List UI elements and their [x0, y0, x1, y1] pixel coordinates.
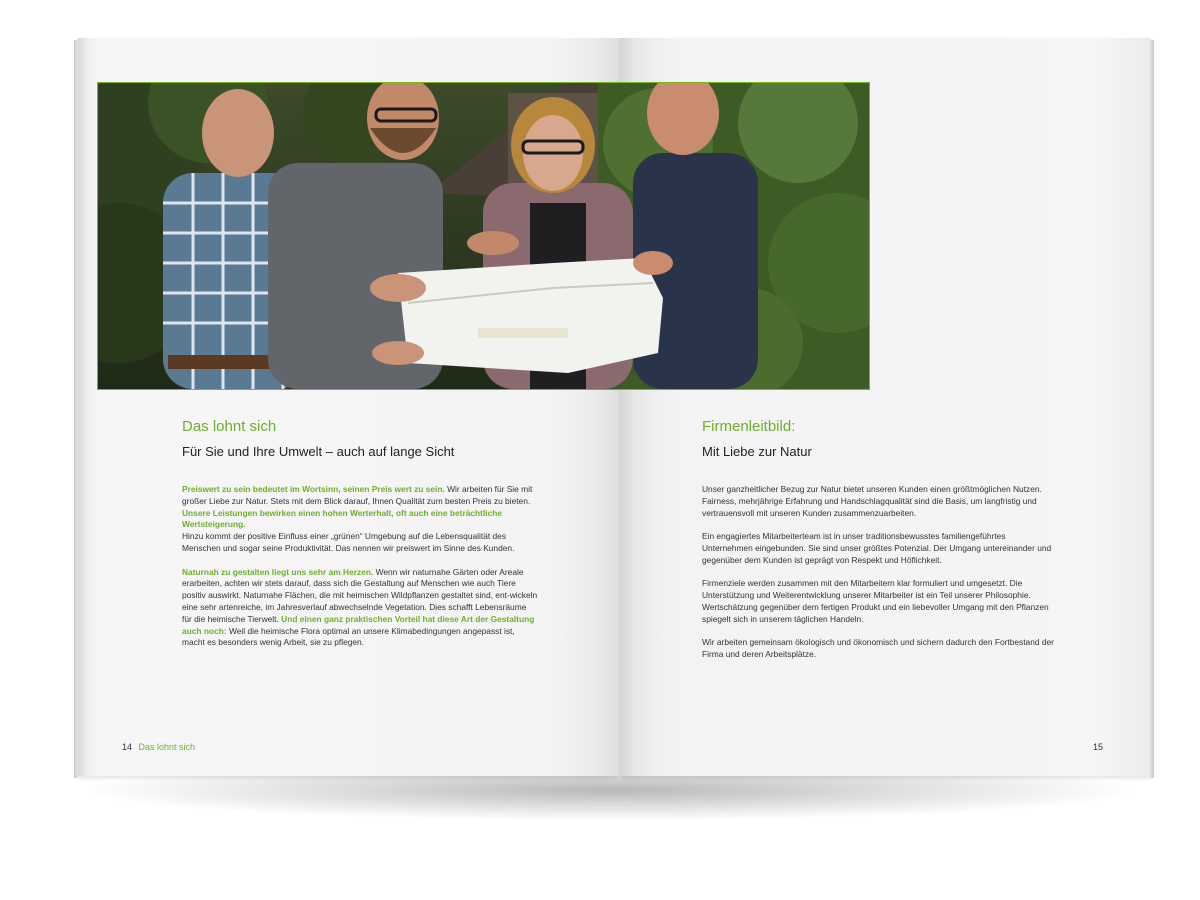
body-text: Weil die heimische Flora optimal an unsere Klimabedingungen angepasst ist, macht es besonders wenig Arbeit, sie zu pflegen.	[182, 625, 515, 648]
page-number-left: 14	[122, 742, 133, 752]
section-subheading-left: Für Sie und Ihre Umwelt – auch auf lange Sicht	[182, 444, 455, 459]
section-heading-firmenleitbild: Firmenleitbild:	[702, 418, 796, 435]
right-body-text	[702, 484, 1058, 673]
body-text: Wenn wir naturnahe Gärten oder Areale erarbeiten, achten wir stets darauf, dass sich die Gestaltung auf Menschen wie auch Tiere positiv auswirkt. Naturnahe Flächen, die mit heimischen Wildpflanzen gestaltet sind, ent-wickeln eine sehr artenreiche, im Jahresverlauf abwechselnde Vegetation. Dies schafft Lebensräume für die heimische Tierwelt.	[182, 566, 538, 624]
page-number-right: 15	[1093, 742, 1104, 752]
right-paragraph: Ein engagiertes Mitarbeiterteam ist in unser traditionsbewusstes familiengeführtes Unternehmen eingebunden. Sie sind unser größtes Potenzial. Der Umgang untereinander und gegenüber dem Kunden ist geprägt von Respekt und Höflichkeit.	[702, 531, 1052, 565]
left-paragraph	[182, 484, 538, 555]
right-page-edge	[1150, 40, 1154, 778]
section-subheading-right: Mit Liebe zur Natur	[702, 444, 812, 459]
right-paragraph: Unser ganzheitlicher Bezug zur Natur bietet unseren Kunden einen größtmöglichen Nutzen. Fairness, mehrjährige Erfahrung und Handschlagqualität sind die Basis, um langfristig und vertrauensvoll mit unseren Kunden zusammenzuarbeiten.	[702, 484, 1042, 518]
section-heading-das-lohnt-sich: Das lohnt sich	[182, 418, 277, 435]
body-text: Hinzu kommt der positive Einfluss einer „grünen“ Umgebung auf die Lebensqualität des Menschen und sogar seine Produktivität. Das nennen wir preiswert im Sinne des Kunden.	[182, 531, 515, 553]
highlight-text: Und einen ganz praktischen Vorteil hat diese Art der Gestaltung auch noch:	[182, 613, 535, 636]
body-text: Wir arbeiten für Sie mit großer Liebe zur Natur. Stets mit dem Blick darauf, Ihnen Qualität zum besten Preis zu bieten.	[182, 484, 533, 506]
right-paragraph: Firmenziele werden zusammen mit den Mitarbeitern klar formuliert und umgesetzt. Die Unterstützung und Weiterentwicklung unserer Mitarbeiter ist ein Teil unserer Philosophie. Wertschätzung gegenüber dem fertigen Produkt und ein liebevoller Umgang mit den Pflanzen spiegelt sich in unserem täglichen Handeln.	[702, 578, 1049, 624]
highlight-text: Preiswert zu sein bedeutet im Wortsinn, seinen Preis wert zu sein.	[182, 484, 445, 494]
highlight-text: Unsere Leistungen bewirken einen hohen Werterhalt, oft auch eine beträchtliche Wertsteigerung.	[182, 507, 503, 530]
footer-section-title: Das lohnt sich	[138, 742, 196, 752]
left-body-text	[182, 484, 538, 661]
right-paragraph: Wir arbeiten gemeinsam ökologisch und ökonomisch und sichern dadurch den Fortbestand der Firma und deren Arbeitsplätze.	[702, 637, 1054, 660]
left-page-edge	[74, 40, 78, 778]
highlight-text: Naturnah zu gestalten liegt uns sehr am Herzen.	[182, 566, 374, 577]
left-page-footer	[122, 742, 195, 752]
team-photo	[97, 82, 870, 390]
left-paragraph	[182, 567, 538, 650]
